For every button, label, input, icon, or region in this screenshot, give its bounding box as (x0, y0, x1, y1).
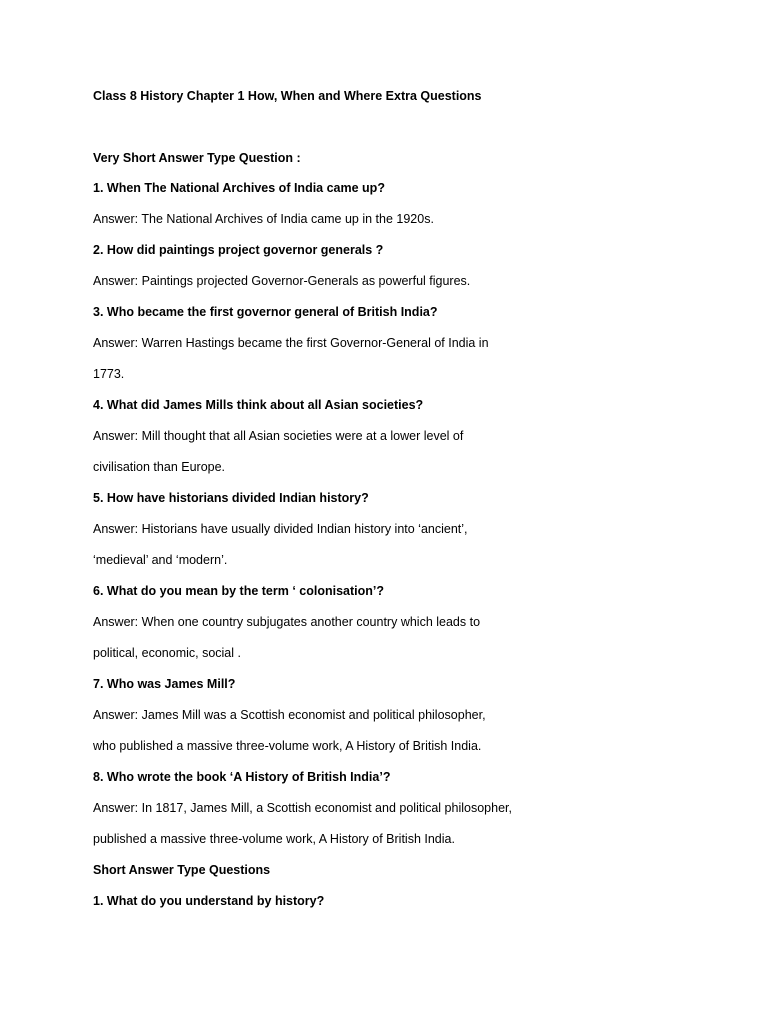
answer-7-line-1: Answer: James Mill was a Scottish economist and political philosopher, (93, 708, 486, 722)
question-2: 2. How did paintings project governor generals ? (93, 243, 384, 257)
section-heading-short: Short Answer Type Questions (93, 863, 271, 877)
answer-5-line-2: ‘medieval’ and ‘modern’. (93, 553, 228, 567)
question-3: 3. Who became the first governor general of British India? (93, 305, 438, 319)
answer-3-line-1: Answer: Warren Hastings became the first Governor-General of India in (93, 336, 489, 350)
answer-6-line-1: Answer: When one country subjugates another country which leads to (93, 615, 481, 629)
question-6: 6. What do you mean by the term ‘ colonisation’? (93, 584, 385, 598)
answer-6-line-2: political, economic, social . (93, 646, 241, 660)
question-5: 5. How have historians divided Indian history? (93, 491, 369, 505)
answer-1-line-1: Answer: The National Archives of India came up in the 1920s. (93, 212, 434, 226)
answer-4-line-1: Answer: Mill thought that all Asian societies were at a lower level of (93, 429, 464, 443)
question-4: 4. What did James Mills think about all Asian societies? (93, 398, 424, 412)
answer-3-line-2: 1773. (93, 367, 125, 381)
answer-8-line-2: published a massive three-volume work, A History of British India. (93, 832, 455, 846)
answer-8-line-1: Answer: In 1817, James Mill, a Scottish economist and political philosopher, (93, 801, 512, 815)
answer-2-line-1: Answer: Paintings projected Governor-Generals as powerful figures. (93, 274, 471, 288)
answer-5-line-1: Answer: Historians have usually divided Indian history into ‘ancient’, (93, 522, 468, 536)
answer-4-line-2: civilisation than Europe. (93, 460, 226, 474)
question-7: 7. Who was James Mill? (93, 677, 236, 691)
section-heading-very-short: Very Short Answer Type Question : (93, 151, 301, 165)
answer-7-line-2: who published a massive three-volume work, A History of British India. (93, 739, 482, 753)
short-question-1: 1. What do you understand by history? (93, 894, 325, 908)
question-8: 8. Who wrote the book ‘A History of British India’? (93, 770, 391, 784)
document-title: Class 8 History Chapter 1 How, When and Where Extra Questions (93, 89, 482, 103)
question-1: 1. When The National Archives of India came up? (93, 181, 385, 195)
